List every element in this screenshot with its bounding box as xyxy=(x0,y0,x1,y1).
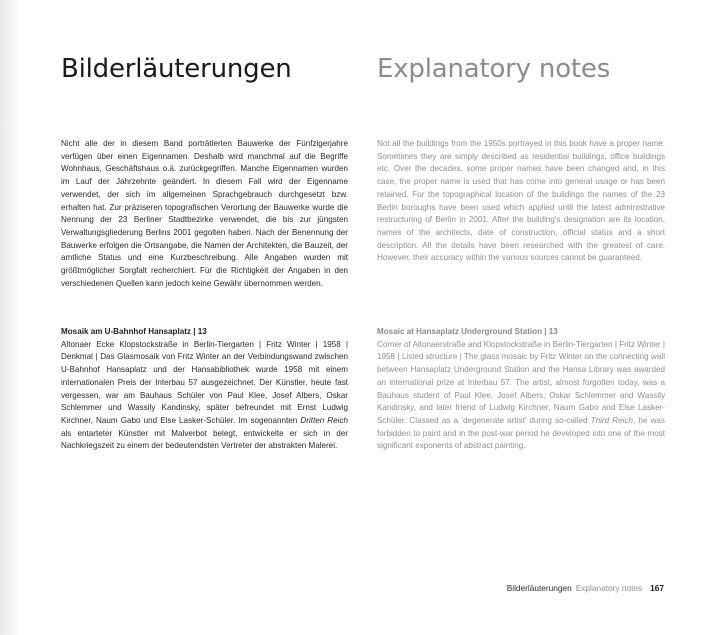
english-heading: Explanatory notes xyxy=(377,54,611,84)
german-entry-title: Mosaik am U-Bahnhof Hansaplatz | 13 xyxy=(61,327,207,336)
english-entry-italic: Third Reich xyxy=(590,415,633,425)
german-entry-italic: Dritten Reich xyxy=(300,415,349,425)
english-entry-text: Corner of Altonaerstraße and Klopstockstraße in Berlin-Tiergarten | Fritz Winter | 1958 | Listed structure | The glass mosaic by Fritz Winter on the connecting wall between Hansaplatz Underground Station and the Hansa Library was awarded an international prize at Interbau 57. The artist, almost forgotten today, was a Bauhaus student of Paul Klee, Josef Albers, Oskar Schlemmer and Wassily Kandinsky, and later friend of Ludwig Kirchner, Naum Gabo and Else Lasker-Schüler. Classed as a ‘degenerate artist’ during so-called xyxy=(377,339,665,425)
page-gutter-shadow xyxy=(0,0,20,635)
page-number: 167 xyxy=(650,583,664,593)
page-footer xyxy=(507,583,664,594)
english-entry-title: Mosaic at Hansaplatz Underground Station | 13 xyxy=(377,327,558,336)
german-entry xyxy=(61,326,348,453)
german-heading: Bilderläuterungen xyxy=(61,54,292,84)
english-entry xyxy=(377,326,665,453)
german-entry-text-end: als entarteter Künstler mit Malverbot belegt, entwickelte er sich in der Nachkriegszeit zu einem der bedeutendsten Vertreter der abstrakten Malerei. xyxy=(61,428,348,451)
english-intro-paragraph: Not all the buildings from the 1950s portrayed in this book have a proper name. Sometimes they are simply described as residential buildings, office buildings etc. Over the decades, some proper names have been changed and, in this case, the proper name is used that has come into general usage or has been retained. For the topographical location of the buildings the names of the 23 Berlin boroughs have been used which applied until the latest administrative restructuring of Berlin in 2001. After the building's designation are its location, names of the architects, date of construction, official status and a short description. All the details have been researched with the greatest of care. However, their accuracy within the various sources cannot be guaranteed. xyxy=(377,139,665,263)
footer-title-german: Bilderläuterungen xyxy=(506,583,572,593)
german-intro-paragraph: Nicht alle der in diesem Band porträtierten Bauwerke der Fünfzigerjahre verfügen über einen Eigennamen. Deshalb wird manchmal auf die Begriffe Wohnhaus, Geschäftshaus o.ä. zurückgegriffen. Manche Eigennamen wurden im Lauf der Jahrzehnte geändert. In diesem Fall wird der Eigenname verwendet, der sich im allgemeinen Sprachgebrauch durchgesetzt bzw. erhalten hat. Zur präziseren topografischen Verortung der Bauwerke wurde die Nennung der 23 Berliner Stadtbezirke verwendet, die bis zur jüngsten Verwaltungsgliederung Berlins 2001 gegolten haben. Nach der Benennung der Bauwerke erfolgen die Ortsangabe, die Namen der Architekten, die Bauzeit, der amtliche Status und eine Kurzbeschreibung. Alle Angaben wurden mit größtmöglicher Sorgfalt recherchiert. Für die Richtigkeit der Angaben in den verschiedenen Quellen kann jedoch keine Gewähr übernommen werden. xyxy=(61,139,348,288)
footer-title-english: Explanatory notes xyxy=(575,583,643,593)
german-entry-text: Altonaer Ecke Klopstockstraße in Berlin-Tiergarten | Fritz Winter | 1958 | Denkmal | Das Glasmosaik von Fritz Winter an der Verbindungswand zwischen U-Bahnhof Hansaplatz und der Hansabibliothek wurde 1958 mit einem internationalen Preis der Interbau 57 ausgezeichnet. Der Künstler, heute fast vergessen, war am Bauhaus Schüler von Paul Klee, Josef Albers, Oskar Schlemmer und Wassily Kandinsky, später befreundet mit Ernst Ludwig Kirchner, Naum Gabo und Else Lasker-Schüler. Im sogenannten xyxy=(61,339,348,425)
english-entry-text-end: , he was forbidden to paint and in the post-war period he developed into one of the most significant exponents of abstract painting. xyxy=(377,415,665,451)
